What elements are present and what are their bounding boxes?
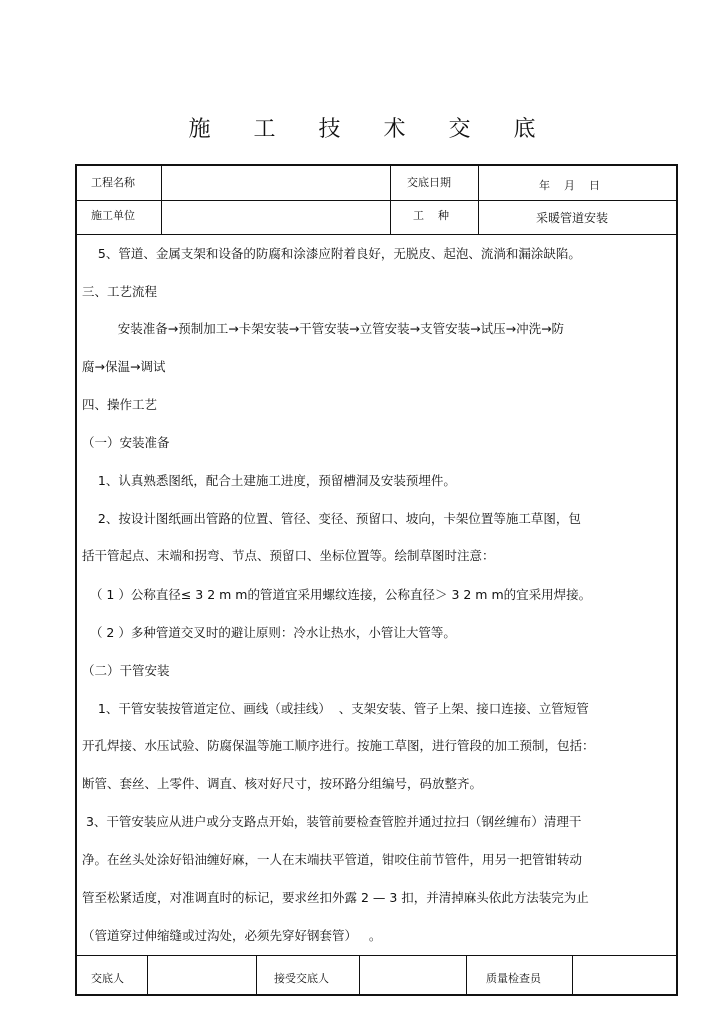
date-label: 交底日期 [407, 176, 451, 189]
content-line: 净。在丝头处涂好铅油缠好麻，一人在末端扶平管道，钳咬住前节管件，用另一把管钳转动 [82, 852, 583, 867]
row-divider [77, 955, 676, 956]
content-line: 管至松紧适度，对准调直时的标记，要求丝扣外露 2 — 3 扣，并清掉麻头依此方法装完为止 [82, 890, 589, 905]
col-divider [478, 166, 479, 234]
project-name-label: 工程名称 [91, 176, 135, 189]
receiver-label: 接受交底人 [274, 972, 329, 985]
section-heading: 三、工艺流程 [82, 284, 158, 299]
content-line: 1、认真熟悉图纸，配合土建施工进度，预留槽洞及安装预埋件。 [82, 473, 456, 488]
content-line: 括干管起点、末端和拐弯、节点、预留口、坐标位置等。绘制草图时注意： [82, 548, 495, 563]
content-line: 3、干管安装应从进户或分支路点开始，装管前要检查管腔并通过拉扫（钢丝缠布）清理干 [82, 814, 582, 829]
content-line: 断管、套丝、上零件、调直、核对好尺寸，按环路分组编号，码放整齐。 [82, 776, 483, 791]
content-line: 开孔焊接、水压试验、防腐保温等施工顺序进行。按施工草图，进行管段的加工预制，包括： [82, 738, 595, 753]
col-divider [256, 955, 257, 996]
page-title: 施 工 技 术 交 底 [188, 117, 554, 142]
unit-label: 施工单位 [91, 209, 135, 222]
col-divider [390, 166, 391, 234]
content-line: （ 2 ）多种管道交叉时的避让原则：冷水让热水，小管让大管等。 [82, 625, 456, 640]
content-line: （ 1 ）公称直径≤ 3 2 m m的管道宜采用螺纹连接，公称直径＞ 3 2 m m的宜采用焊接。 [82, 587, 592, 602]
col-divider [161, 166, 162, 234]
row-divider [77, 200, 676, 201]
inspector-label: 质量检查员 [486, 972, 541, 985]
handover-label: 交底人 [91, 972, 124, 985]
col-divider [466, 955, 467, 996]
col-divider [572, 955, 573, 996]
work-type-value: 采暖管道安装 [536, 211, 609, 225]
subsection-heading: （一）安装准备 [82, 435, 170, 450]
date-value: 年 月 日 [539, 179, 600, 192]
content-line: （管道穿过伸缩缝或过沟处，必须先穿好钢套管） 。 [82, 928, 382, 943]
col-divider [359, 955, 360, 996]
content-line: 腐→保温→调试 [82, 359, 166, 374]
subsection-heading: （二）干管安装 [82, 663, 170, 678]
content-line: 1、干管安装按管道定位、画线（或挂线） 、支架安装、管子上架、接口连接、立管短管 [82, 701, 589, 716]
work-type-label: 工 种 [413, 209, 449, 222]
content-line: 2、按设计图纸画出管路的位置、管径、变径、预留口、坡向，卡架位置等施工草图，包 [82, 511, 581, 526]
content-line: 安装准备→预制加工→卡架安装→干管安装→立管安装→支管安装→试压→冲洗→防 [82, 321, 565, 336]
section-heading: 四、操作工艺 [82, 397, 158, 412]
col-divider [147, 955, 148, 996]
row-divider [77, 234, 676, 235]
content-line: 5、管道、金属支架和设备的防腐和涂漆应附着良好，无脱皮、起泡、流淌和漏涂缺陷。 [82, 246, 581, 261]
